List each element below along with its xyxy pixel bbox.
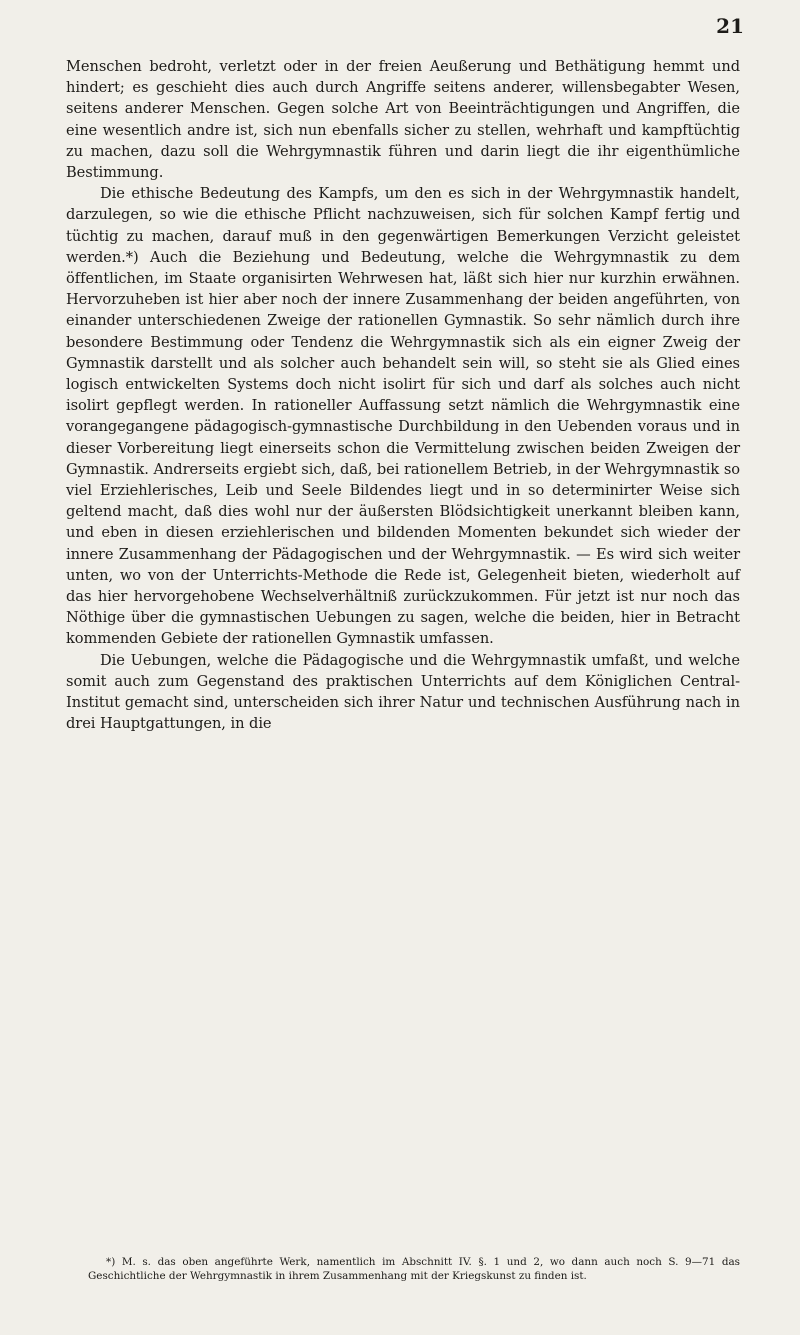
paragraph-3: Die Uebungen, welche die Pädagogische und die Wehrgymnastik umfaßt, und welche somit auch zum Gegenstand des praktischen Unterrichts auf dem Königlichen Central-Institut gemacht sind, unterscheiden sich ihrer Natur und technischen Ausführung nach in drei Hauptgattungen, in die: [66, 651, 740, 733]
page-number: 21: [716, 14, 744, 38]
paragraph-2: Die ethische Bedeutung des Kampfs, um den es sich in der Wehrgymnastik handelt, darzulegen, so wie die ethische Pflicht nachzuweisen, sich für solchen Kampf fertig und tüchtig zu machen, darauf muß in den gegenwärtigen Bemerkungen Verzicht geleistet werden.*) Auch die Beziehung und Bedeutung, welche die Wehrgymnastik zu dem öffentlichen, im Staate organisirten Wehrwesen hat, läßt sich hier nur kurzhin erwähnen. Hervorzuheben ist hier aber noch der innere Zusammenhang der beiden angeführten, von einander unterschiedenen Zweige der rationellen Gymnastik. So sehr nämlich durch ihre besondere Bestimmung oder Tendenz die Wehrgymnastik sich als ein eigner Zweig der Gymnastik darstellt und als solcher auch behandelt sein will, so steht sie als Glied eines logisch entwickelten Systems doch nicht isolirt für sich und darf als solches auch nicht isolirt gepflegt werden. In rationeller Auffassung setzt nämlich die Wehrgymnastik eine vorangegangene pädagogisch-gymnastische Durchbildung in den Uebenden voraus und in dieser Vorbereitung liegt einerseits schon die Vermittelung zwischen beiden Zweigen der Gymnastik. Andrerseits ergiebt sich, daß, bei rationellem Betrieb, in der Wehrgymnastik so viel Erziehlerisches, Leib und Seele Bildendes liegt und in so determinirter Weise sich geltend macht, daß dies wohl nur der äußersten Blödsichtigkeit unerkannt bleiben kann, und eben in diesen erziehlerischen und bildenden Momenten bekundet sich wieder der innere Zusammenhang der Pädagogischen und der Wehrgymnastik. — Es wird sich weiter unten, wo von der Unterrichts-Methode die Rede ist, Gelegenheit bieten, wiederholt auf das hier hervorgehobene Wechselverhältniß zurückzukommen. Für jetzt ist nur noch das Nöthige über die gymnastischen Uebungen zu sagen, welche die beiden, hier in Betracht kommenden Gebiete der rationellen Gymnastik umfassen.: [66, 185, 740, 648]
body-text: [66, 56, 740, 735]
footnote: *) M. s. das oben angeführte Werk, namentlich im Abschnitt IV. §. 1 und 2, wo dann auch noch S. 9—71 das Geschichtliche der Wehrgymnastik in ihrem Zusammenhang mit der Kriegskunst zu finden ist.: [88, 1256, 740, 1282]
paragraph-1: Menschen bedroht, verletzt oder in der freien Aeußerung und Bethätigung hemmt und hindert; es geschieht dies auch durch Angriffe seitens anderer, willensbegabter Wesen, seitens anderer Menschen. Gegen solche Art von Beeinträchtigungen und Angriffen, die eine wesentlich andre ist, sich nun ebenfalls sicher zu stellen, wehrhaft und kampftüchtig zu machen, dazu soll die Wehrgymnastik führen und darin liegt die ihr eigenthümliche Bestimmung.: [66, 58, 740, 182]
